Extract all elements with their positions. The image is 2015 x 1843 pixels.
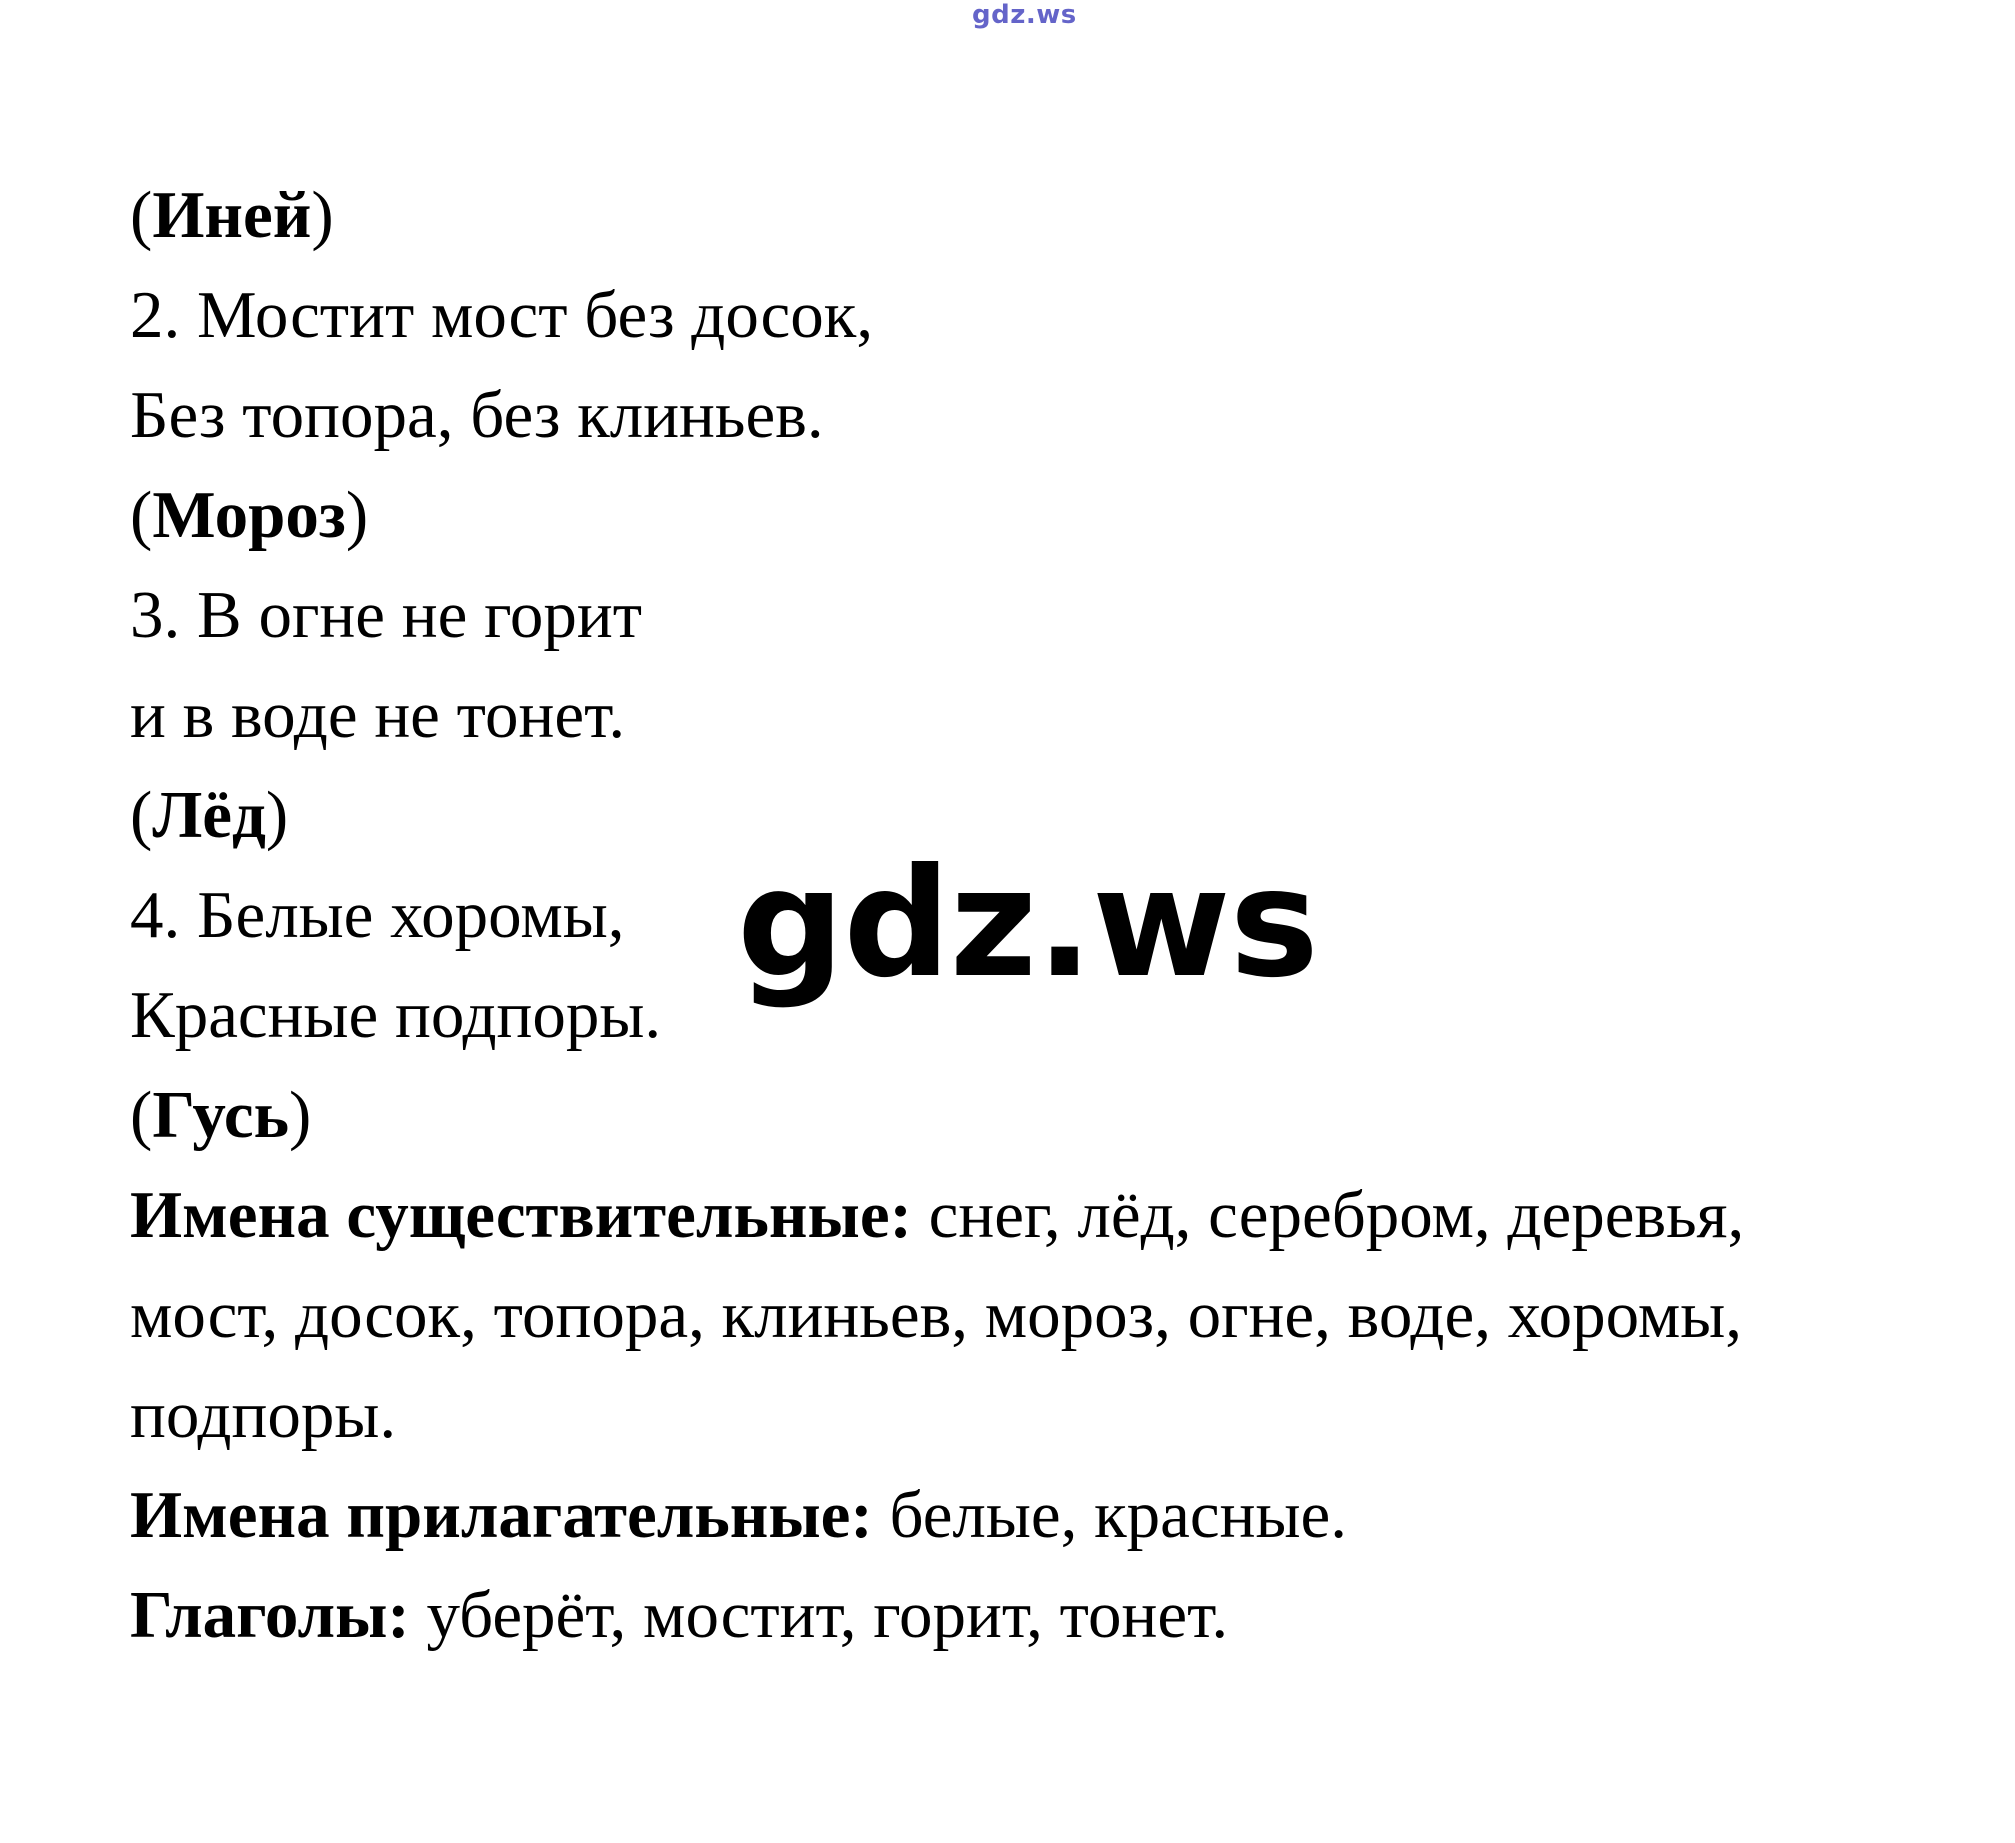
text-segment: ( — [130, 178, 153, 252]
text-line — [130, 565, 1744, 665]
text-segment: подпоры. — [130, 1378, 397, 1452]
text-line — [130, 365, 1744, 465]
text-segment: ) — [345, 478, 369, 552]
text-segment: ( — [130, 478, 153, 552]
text-segment: уберёт, мостит, горит, тонет. — [409, 1578, 1229, 1652]
text-segment: белые, красные. — [872, 1478, 1348, 1552]
text-segment: ) — [265, 778, 289, 852]
text-line — [130, 1165, 1744, 1265]
text-line — [130, 665, 1744, 765]
text-segment: Без топора, без клиньев. — [130, 378, 824, 452]
text-segment: 3. В огне не горит — [130, 578, 643, 652]
text-line — [130, 1065, 1744, 1165]
text-segment: ) — [289, 1078, 312, 1152]
emphasized-text: Гусь — [152, 1078, 289, 1152]
text-segment: ( — [130, 1078, 153, 1152]
text-segment: снег, лёд, серебром, деревья, — [911, 1178, 1745, 1252]
text-line — [130, 1365, 1744, 1465]
text-line — [130, 465, 1744, 565]
text-line — [130, 165, 1744, 265]
emphasized-text: Имена прилагательные: — [130, 1478, 873, 1552]
text-segment: ( — [130, 778, 153, 852]
text-segment: 2. Мостит мост без досок, — [130, 278, 874, 352]
text-line — [130, 1265, 1744, 1365]
site-watermark-small: gdz.ws — [972, 0, 1077, 30]
emphasized-text: Глаголы: — [130, 1578, 410, 1652]
text-segment: 4. Белые хоромы, — [130, 878, 625, 952]
emphasized-text: Лёд — [152, 778, 266, 852]
text-segment: мост, досок, топора, клиньев, мороз, огне, воде, хоромы, — [130, 1278, 1743, 1352]
text-segment: ) — [311, 178, 334, 252]
text-line — [130, 1465, 1744, 1565]
emphasized-text: Мороз — [152, 478, 346, 552]
site-watermark-large: gdz.ws — [737, 837, 1318, 1011]
text-segment: Красные подпоры. — [130, 978, 662, 1052]
text-line — [130, 1565, 1744, 1665]
text-line — [130, 265, 1744, 365]
text-segment: и в воде не тонет. — [130, 678, 626, 752]
emphasized-text: Иней — [152, 178, 312, 252]
emphasized-text: Имена существительные: — [130, 1178, 912, 1252]
